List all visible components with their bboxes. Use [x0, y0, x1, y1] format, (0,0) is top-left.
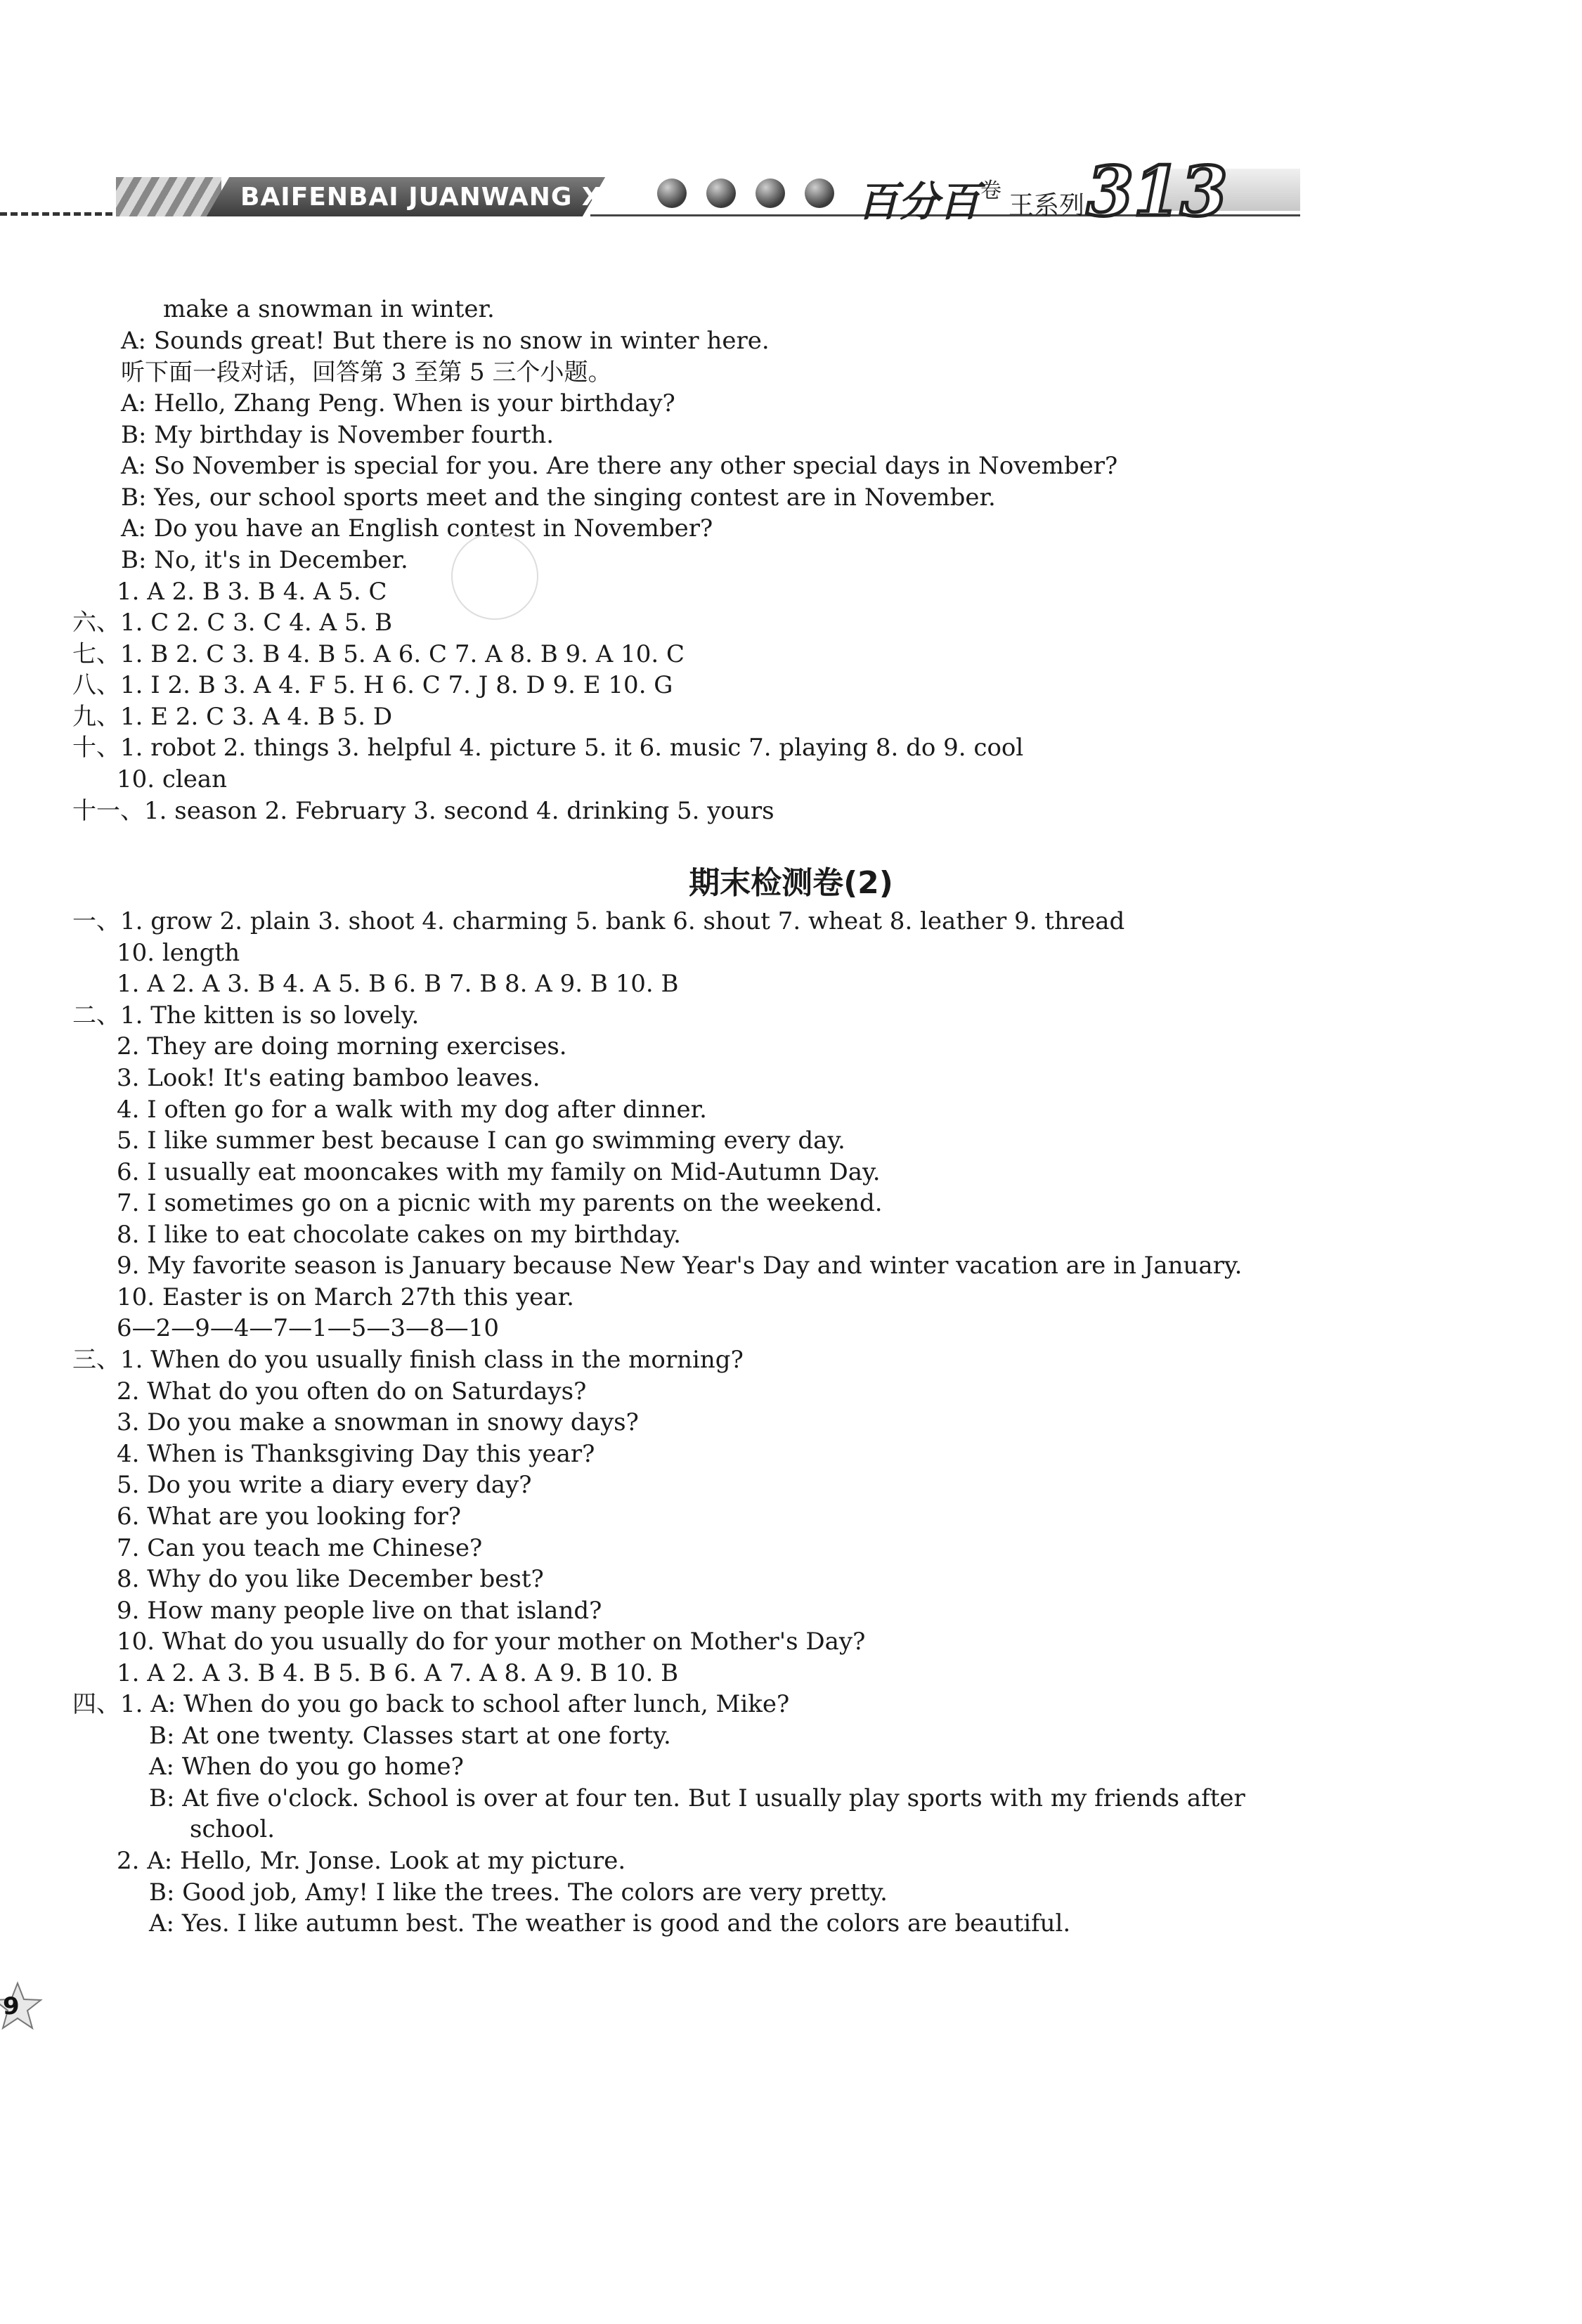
answer-line: 2. What do you often do on Saturdays?	[117, 1377, 587, 1406]
logo-313-text: 313	[1087, 152, 1228, 231]
header-dots	[657, 178, 834, 208]
answer-line: B: At one twenty. Classes start at one forty.	[149, 1722, 671, 1750]
answer-line: B: At five o'clock. School is over at four ten. But I usually play sports with my friends after	[149, 1784, 1245, 1812]
answer-line: 3. Look! It's eating bamboo leaves.	[117, 1064, 540, 1092]
answer-line: 八、1. I 2. B 3. A 4. F 5. H 6. C 7. J 8. D 9. E 10. G	[72, 671, 673, 699]
answer-line: 10. What do you usually do for your mother on Mother's Day?	[117, 1628, 866, 1656]
answer-line: 4. When is Thanksgiving Day this year?	[117, 1440, 595, 1468]
text-line: A: Hello, Zhang Peng. When is your birthday?	[121, 389, 675, 417]
dot-icon	[756, 178, 785, 208]
answer-line: 8. I like to eat chocolate cakes on my birthday.	[117, 1221, 681, 1249]
answer-line: B: Good job, Amy! I like the trees. The colors are very pretty.	[149, 1878, 888, 1907]
header-banner	[0, 152, 1300, 231]
answer-line: 8. Why do you like December best?	[117, 1565, 544, 1593]
answer-line: 3. Do you make a snowman in snowy days?	[117, 1408, 639, 1436]
answer-line: A: When do you go home?	[149, 1753, 464, 1781]
answer-line: 10. Easter is on March 27th this year.	[117, 1283, 574, 1311]
answer-line: 2. A: Hello, Mr. Jonse. Look at my picture.	[117, 1847, 626, 1875]
text-line: A: Do you have an English contest in November?	[121, 514, 713, 543]
page-number: 9	[3, 1992, 20, 2020]
answer-line: school.	[190, 1815, 275, 1843]
answer-line: 5. I like summer best because I can go swimming every day.	[117, 1127, 845, 1155]
text-line: B: My birthday is November fourth.	[121, 421, 555, 449]
answer-line: 6. I usually eat mooncakes with my family on Mid-Autumn Day.	[117, 1158, 881, 1186]
answer-line: A: Yes. I like autumn best. The weather is good and the colors are beautiful.	[149, 1909, 1071, 1937]
answer-line: 1. A 2. B 3. B 4. A 5. C	[117, 578, 387, 606]
brand-series: 王系列	[1009, 191, 1085, 220]
header-banner-text: BAIFENBAI JUANWANG XILIE	[240, 183, 657, 212]
answer-line: 6. What are you looking for?	[117, 1502, 461, 1531]
answer-line: 十、1. robot 2. things 3. helpful 4. picture 5. it 6. music 7. playing 8. do 9. cool	[72, 734, 1024, 762]
section-title: 期末检测卷(2)	[689, 865, 893, 901]
text-line: make a snowman in winter.	[163, 295, 495, 323]
answer-line: 十一、1. season 2. February 3. second 4. drinking 5. yours	[72, 797, 774, 825]
answer-line: 2. They are doing morning exercises.	[117, 1032, 567, 1060]
text-line: A: So November is special for you. Are there any other special days in November?	[121, 452, 1118, 480]
answer-line: 三、1. When do you usually finish class in the morning?	[72, 1346, 744, 1374]
answer-line: 7. Can you teach me Chinese?	[117, 1534, 483, 1562]
answer-line: 四、1. A: When do you go back to school after lunch, Mike?	[72, 1690, 790, 1718]
brand-sub: 卷	[980, 178, 1001, 203]
answer-line: 七、1. B 2. C 3. B 4. B 5. A 6. C 7. A 8. B 9. A 10. C	[72, 640, 685, 668]
answer-line: 4. I often go for a walk with my dog after dinner.	[117, 1096, 707, 1124]
text-line: B: No, it's in December.	[121, 546, 408, 574]
text-line: 听下面一段对话，回答第 3 至第 5 三个小题。	[121, 358, 612, 387]
answer-line: 二、1. The kitten is so lovely.	[72, 1001, 420, 1030]
dot-icon	[657, 178, 687, 208]
answer-line: 7. I sometimes go on a picnic with my parents on the weekend.	[117, 1189, 883, 1217]
logo-313-icon	[1082, 152, 1228, 231]
answer-line: 六、1. C 2. C 3. C 4. A 5. B	[72, 609, 393, 637]
answer-line: 九、1. E 2. C 3. A 4. B 5. D	[72, 703, 393, 731]
answer-line: 9. My favorite season is January because New Year's Day and winter vacation are in January.	[117, 1252, 1243, 1280]
dot-icon	[706, 178, 736, 208]
header-stripes	[116, 177, 221, 216]
answer-line: 1. A 2. A 3. B 4. B 5. B 6. A 7. A 8. A 9. B 10. B	[117, 1659, 679, 1687]
answer-line: 9. How many people live on that island?	[117, 1597, 602, 1625]
answer-line: 10. clean	[117, 765, 228, 793]
answer-line: 1. A 2. A 3. B 4. A 5. B 6. B 7. B 8. A 9. B 10. B	[117, 970, 679, 998]
answer-line: 6—2—9—4—7—1—5—3—8—10	[117, 1314, 499, 1342]
answer-line: 10. length	[117, 939, 240, 967]
watermark-stamp	[451, 533, 538, 620]
dot-icon	[805, 178, 834, 208]
header-dashed-line	[0, 212, 134, 216]
answer-line: 一、1. grow 2. plain 3. shoot 4. charming 5. bank 6. shout 7. wheat 8. leather 9. thread	[72, 907, 1125, 935]
text-line: A: Sounds great! But there is no snow in winter here.	[121, 327, 770, 355]
text-line: B: Yes, our school sports meet and the singing contest are in November.	[121, 483, 996, 512]
answer-line: 5. Do you write a diary every day?	[117, 1471, 532, 1499]
page-number-star-icon	[0, 1982, 42, 2031]
brand-name: 百分百	[857, 178, 980, 226]
